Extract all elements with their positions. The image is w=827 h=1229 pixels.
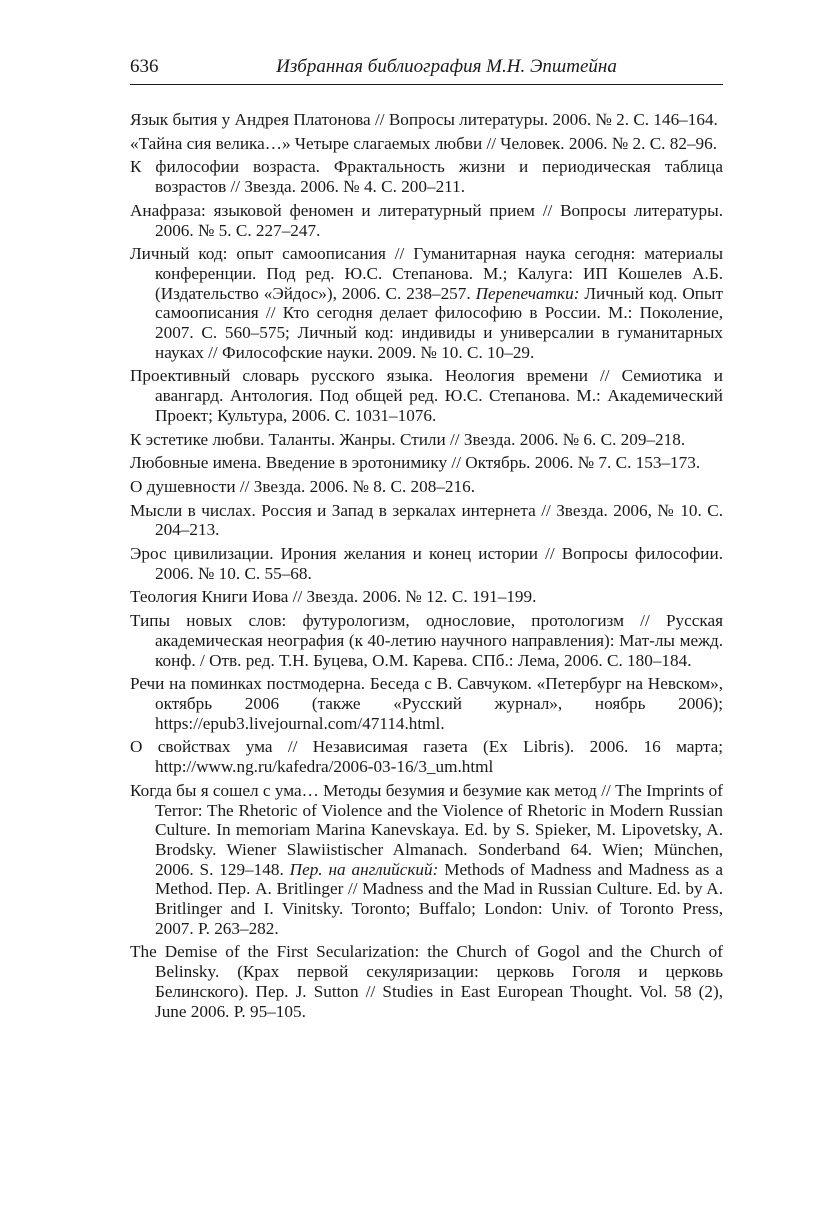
bibliography-entry xyxy=(130,942,723,1021)
bibliography-entry xyxy=(130,134,723,154)
entry-text: К эстетике любви. Таланты. Жанры. Стили // Звезда. 2006. № 6. С. 209–218. xyxy=(130,429,686,449)
entry-text: «Тайна сия велика…» Четыре слагаемых любви // Человек. 2006. № 2. С. 82–96. xyxy=(130,133,718,153)
bibliography-entry xyxy=(130,366,723,425)
entry-text: О душевности // Звезда. 2006. № 8. С. 208–216. xyxy=(130,476,476,496)
bibliography-entry xyxy=(130,244,723,362)
bibliography-entry xyxy=(130,453,723,473)
entry-text: Когда бы я сошел с ума… Методы безумия и безумие как метод // The Imprints of Terror: The Rhetoric of Violence and the Violence of Rhetoric in Modern Russian Culture. In memoriam Marina Kanevskaya. Ed. by S. Spieker, M. Lipovetsky, A. Brodsky. Wiener Slawiistischer Almanach. Sonderband 64. Wien; München, 2006. S. 129–148. xyxy=(130,780,723,879)
entry-text: Проективный словарь русского языка. Неология времени // Семиотика и авангард. Антология. Под общей ред. Ю.С. Степанова. М.: Академический Проект; Культура, 2006. С. 1031–1076. xyxy=(130,366,723,425)
entry-text: Эрос цивилизации. Ирония желания и конец истории // Вопросы философии. 2006. № 10. С. 55–68. xyxy=(130,544,723,583)
entry-text: Любовные имена. Введение в эротонимику // Октябрь. 2006. № 7. С. 153–173. xyxy=(130,453,701,473)
entry-italic-text: Пер. на английский: xyxy=(289,859,439,879)
entry-text: Личный код. Опыт самоописания // Кто сегодня делает философию в России. М.: Поколение, 2007. С. 560–575; Личный код: индивиды и универсалии в гуманитарных науках // Философские науки. 2009. № 10. С. 10–29. xyxy=(155,283,723,362)
bibliography-entry xyxy=(130,544,723,583)
entry-text: Речи на поминках постмодерна. Беседа с В. Савчуком. «Петербург на Невском», октябрь 2006 (также «Русский журнал», ноябрь 2006); https://epub3.livejournal.com/47114.html. xyxy=(130,674,723,733)
entry-text: К философии возраста. Фрактальность жизни и периодическая таблица возрастов // Звезда. 2006. № 4. С. 200–211. xyxy=(130,157,723,197)
running-title: Избранная библиография М.Н. Эпштейна xyxy=(276,56,617,77)
entry-italic-text: Перепечатки: xyxy=(475,283,580,303)
entry-text: Личный код: опыт самоописания // Гуманитарная наука сегодня: материалы конференции. Под ред. Ю.С. Степанова. М.; Калуга: ИП Кошелев А.Б. (Издательство «Эйдос»), 2006. С. 238–257. xyxy=(130,244,723,303)
bibliography-entry xyxy=(130,781,723,939)
entry-text: Язык бытия у Андрея Платонова // Вопросы литературы. 2006. № 2. С. 146–164. xyxy=(130,110,718,129)
entry-text: Теология Книги Иова // Звезда. 2006. № 12. С. 191–199. xyxy=(130,587,537,607)
page-number: 636 xyxy=(130,56,159,77)
bibliography-entry xyxy=(130,201,723,240)
bibliography-entry xyxy=(130,430,723,450)
bibliography-entry xyxy=(130,611,723,670)
entry-text: Анафраза: языковой феномен и литературный прием // Вопросы литературы. 2006. № 5. С. 227–247. xyxy=(130,200,723,240)
bibliography-list xyxy=(130,110,723,1021)
book-page xyxy=(130,56,723,1025)
bibliography-entry xyxy=(130,587,723,607)
entry-text: Methods of Madness and Madness as a Method. Пер. A. Britlinger // Madness and the Mad in Russian Culture. Ed. by A. Britlinger and I. Vinitsky. Toronto; Buffalo; London: Univ. of Toronto Press, 2007. P. 263–282. xyxy=(155,859,723,938)
bibliography-entry xyxy=(130,674,723,733)
bibliography-entry xyxy=(130,501,723,540)
entry-text: Типы новых слов: футурологизм, однословие, протологизм // Русская академическая неография (к 40-летию научного направления): Мат-лы межд. конф. / Отв. ред. Т.Н. Буцева, О.М. Карева. СПб.: Лема, 2006. С. 180–184. xyxy=(130,611,723,670)
bibliography-entry xyxy=(130,110,723,130)
bibliography-entry xyxy=(130,157,723,196)
entry-text: The Demise of the First Secularization: the Church of Gogol and the Church of Belinsky. (Крах первой секуляризации: церковь Гоголя и церковь Белинского). Пер. J. Sutton // Studies in East European Thought. Vol. 58 (2), June 2006. P. 95–105. xyxy=(130,942,723,1021)
bibliography-entry xyxy=(130,737,723,776)
entry-text: Мысли в числах. Россия и Запад в зеркалах интернета // Звезда. 2006, № 10. С. 204–213. xyxy=(130,500,723,540)
bibliography-entry xyxy=(130,477,723,497)
entry-text: О свойствах ума // Независимая газета (Ex Libris). 2006. 16 марта; http://www.ng.ru/kafedra/2006-03-16/3_um.html xyxy=(130,737,723,777)
running-head xyxy=(130,56,723,85)
